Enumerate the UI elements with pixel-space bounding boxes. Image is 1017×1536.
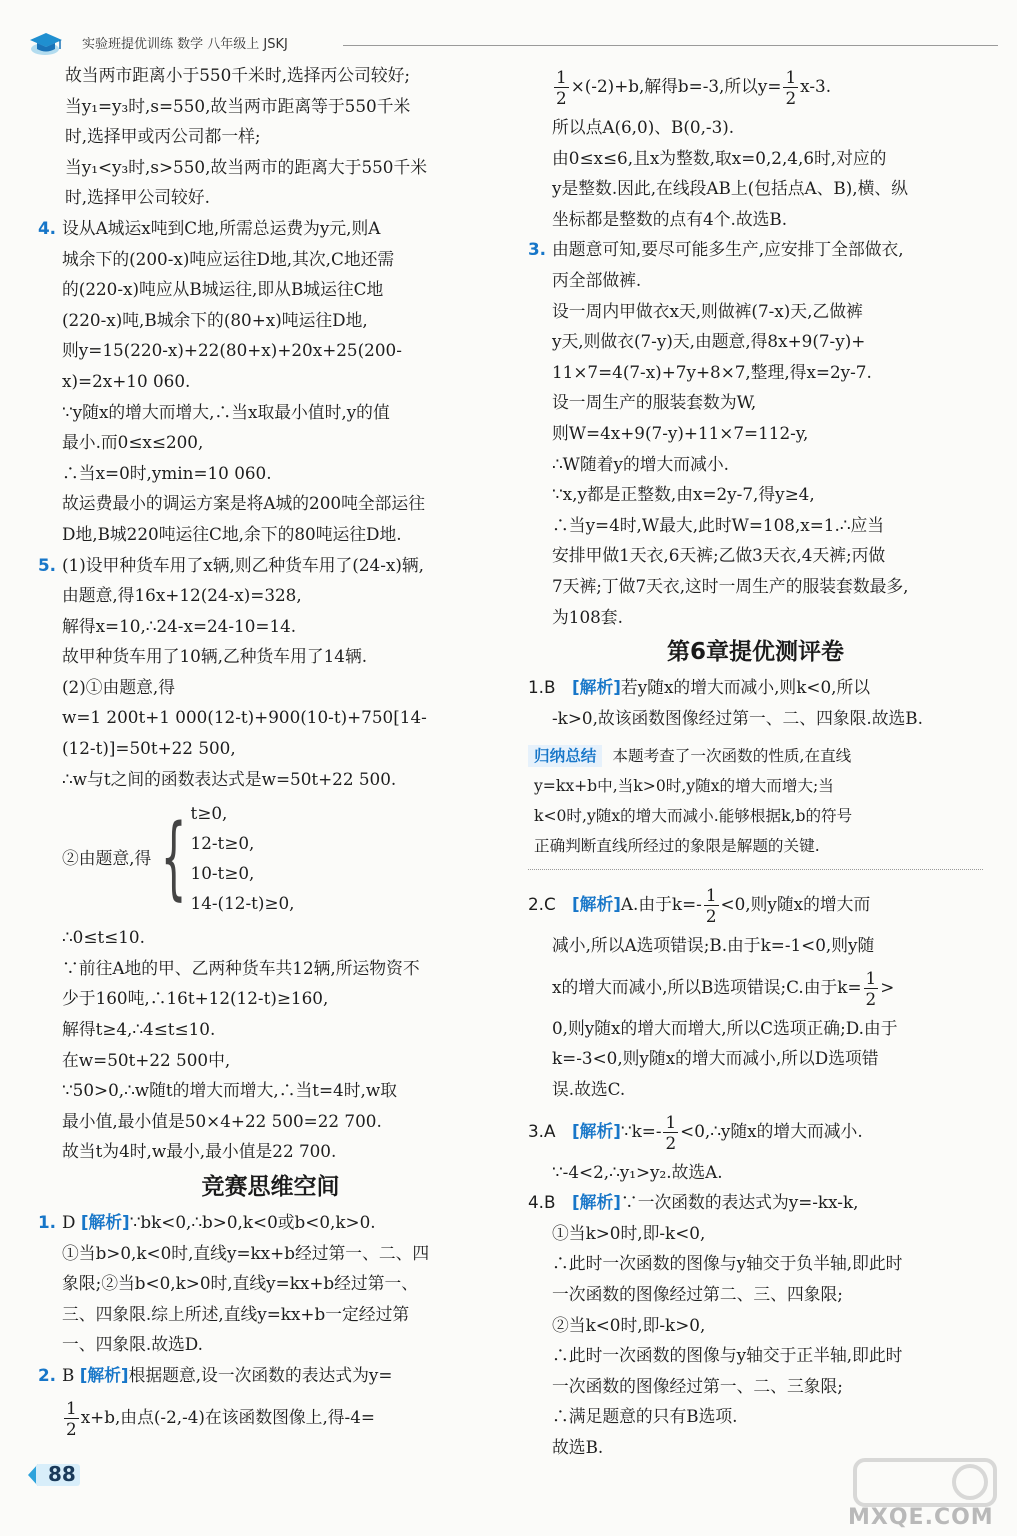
question-number: 5. bbox=[38, 554, 57, 575]
text-line: y是整数.因此,在线段AB上(包括点A、B),横、纵 bbox=[552, 178, 908, 199]
text-line: 故选B. bbox=[552, 1437, 604, 1457]
question-number: 1. bbox=[38, 1212, 57, 1232]
analysis-tag: [解析] bbox=[572, 1120, 621, 1141]
text-line: 11×7=4(7-x)+7y+8×7,整理,得x=2y-7. bbox=[552, 361, 872, 382]
text-line: ∴当y=4时,W最大,此时W=108,x=1.∴应当 bbox=[552, 514, 885, 535]
text-line: 少于160吨,∴16t+12(12-t)≥160, bbox=[62, 988, 329, 1009]
answer: D bbox=[62, 1212, 76, 1232]
graduation-cap-icon bbox=[28, 30, 70, 56]
summary-line: k<0时,y随x的增大而减小.能够根据k,b的符号 bbox=[534, 807, 853, 826]
test-question-3: 3.A [解析]∵k=- $\frac{1}{2}$ <0,∴y随x的增大而减小. bbox=[528, 1105, 983, 1157]
text-line: 故运费最小的调运方案是将A城的200吨全部运往 bbox=[62, 493, 425, 514]
text-line: 在w=50t+22 500中, bbox=[62, 1049, 231, 1070]
text-line: 故甲种货车用了10辆,乙种货车用了14辆. bbox=[62, 646, 368, 667]
text-line: (2)①由题意,得 bbox=[62, 676, 176, 697]
left-brace: { bbox=[160, 805, 187, 911]
text-line: k=-3<0,则y随x的增大而减小,所以D选项错 bbox=[552, 1048, 879, 1069]
summary-label: 归纳总结 bbox=[528, 745, 602, 767]
text-line: ∵50>0,∴w随t的增大而增大,∴当t=4时,w取 bbox=[62, 1080, 397, 1101]
test-question-1: 1.B [解析]若y随x的增大而减小,则k<0,所以 bbox=[528, 672, 983, 703]
text-line: 城余下的(200-x)吨应运往D地,其次,C地还需 bbox=[62, 248, 395, 269]
header-rule bbox=[343, 45, 998, 46]
fraction: $\frac{1}{2}$ bbox=[556, 67, 567, 108]
text-line: ∵x,y都是正整数,由x=2y-7,得y≥4, bbox=[552, 484, 815, 505]
section-title: 第6章提优测评卷 bbox=[666, 639, 844, 666]
text-line: ∵-4<2,∴y₁>y₂.故选A. bbox=[552, 1161, 723, 1182]
text-line: ∴此时一次函数的图像与y轴交于正半轴,即此时 bbox=[552, 1345, 903, 1366]
system-label: ②由题意,得 bbox=[62, 847, 152, 868]
text-line: ∴此时一次函数的图像与y轴交于负半轴,即此时 bbox=[552, 1253, 903, 1274]
text-line: y天,则做衣(7-y)天,由题意,得8x+9(7-y)+ bbox=[552, 331, 866, 352]
text-line: 解得t≥4,∴4≤t≤10. bbox=[62, 1019, 216, 1040]
text-line: ∴w与t之间的函数表达式是w=50t+22 500. bbox=[62, 768, 397, 789]
text-line: 7天裤;丁做7天衣,这时一周生产的服装套数最多, bbox=[552, 575, 909, 596]
system-line: 10-t≥0, bbox=[190, 863, 255, 884]
analysis-tag: [解析] bbox=[572, 1192, 621, 1213]
text-line: ∵前往A地的甲、乙两种货车共12辆,所运物资不 bbox=[62, 957, 420, 978]
text-line: 设一周内甲做衣x天,则做裤(7-x)天,乙做裤 bbox=[552, 300, 863, 321]
text-line: 0,则y随x的增大而增大,所以C选项正确;D.由于 bbox=[552, 1017, 898, 1038]
text-line: 坐标都是整数的点有4个.故选B. bbox=[552, 208, 788, 229]
text-line: ∴满足题意的只有B选项. bbox=[552, 1406, 738, 1427]
text-line: 为108套. bbox=[552, 606, 623, 627]
section-title: 竞赛思维空间 bbox=[201, 1174, 340, 1200]
fraction: $\frac{1}{2}$ bbox=[785, 67, 797, 108]
text-line: (12-t)]=50t+22 500, bbox=[62, 738, 236, 759]
text-line: 一次函数的图像经过第二、三、四象限; bbox=[552, 1284, 843, 1305]
fraction: $\frac{1}{2}$ bbox=[865, 967, 877, 1009]
question-number: 1.B bbox=[528, 677, 556, 698]
text-line: $\frac{1}{2}$ x+b,由点(-2,-4)在该函数图像上,得-4= bbox=[66, 1397, 375, 1439]
text-line: ①当b>0,k<0时,直线y=kx+b经过第一、二、四 bbox=[62, 1242, 430, 1263]
text-line: x的增大而减小,所以B选项错误;C.由于k= $\frac{1}{2}$ > bbox=[552, 967, 895, 1009]
text-line: -k>0,故该函数图像经过第一、二、四象限.故选B. bbox=[552, 707, 923, 728]
text-line: 设一周生产的服装套数为W, bbox=[552, 392, 757, 413]
test-question-4: 4.B [解析]∵一次函数的表达式为y=-kx-k, bbox=[528, 1187, 983, 1218]
text-line: 则y=15(220-x)+22(80+x)+20x+25(200- bbox=[62, 340, 402, 361]
system-line: 12-t≥0, bbox=[190, 833, 255, 854]
fraction: $\frac{1}{2}$ bbox=[665, 1111, 677, 1153]
text-line: ∴0≤t≤10. bbox=[62, 927, 145, 948]
text-line: 减小,所以A选项错误;B.由于k=-1<0,则y随 bbox=[552, 935, 875, 956]
text-line: 所以点A(6,0)、B(0,-3). bbox=[552, 117, 735, 137]
fraction: $\frac{1}{2}$ bbox=[705, 885, 717, 927]
question-number: 3.A bbox=[528, 1120, 556, 1141]
page-header bbox=[28, 28, 978, 58]
text-line: 则W=4x+9(7-y)+11×7=112-y, bbox=[552, 422, 809, 443]
text-line: 由0≤x≤6,且x为整数,取x=0,2,4,6时,对应的 bbox=[552, 147, 887, 168]
question-5: 5. (1)设甲种货车用了x辆,则乙种货车用了(24-x)辆, bbox=[38, 550, 503, 581]
text-line: 故当t为4时,w最小,最小值是22 700. bbox=[62, 1141, 337, 1162]
text-line: ∴W随着y的增大而减小. bbox=[552, 453, 729, 474]
competition-1: 1. D [解析]∵bk<0,∴b>0,k<0或b<0,k>0. bbox=[38, 1207, 503, 1238]
text-line: 由题意,得16x+12(24-x)=328, bbox=[62, 585, 302, 606]
question-4: 4. 设从A城运x吨到C地,所需总运费为y元,则A bbox=[38, 213, 503, 244]
system-lines bbox=[191, 798, 295, 918]
text-line: 最小.而0≤x≤200, bbox=[62, 432, 204, 453]
text-line: 时,选择甲或丙公司都一样; bbox=[65, 126, 261, 147]
analysis-tag: [解析] bbox=[79, 1364, 129, 1385]
answer: B bbox=[62, 1364, 75, 1385]
text-line: (220-x)吨,B城余下的(80+x)吨运往D地, bbox=[62, 309, 368, 330]
analysis-tag: [解析] bbox=[80, 1212, 130, 1232]
text-line: ∴当x=0时,ymin=10 060. bbox=[62, 462, 272, 483]
text-line: w=1 200t+1 000(12-t)+900(10-t)+750[14- bbox=[62, 707, 427, 728]
text-line: 三、四象限.综上所述,直线y=kx+b一定经过第 bbox=[62, 1303, 410, 1324]
inequality-system bbox=[38, 798, 503, 918]
text-line: $\frac{1}{2}$ ×(-2)+b,解得b=-3,所以y= $\frac{1}{2}$ x-3. bbox=[556, 67, 832, 108]
question-number: 4. bbox=[38, 217, 57, 238]
text-line: 象限;②当b<0,k>0时,直线y=kx+b经过第一、 bbox=[62, 1273, 419, 1294]
watermark-text: MXQE.COM bbox=[848, 1505, 994, 1530]
summary-box: 归纳总结 本题考查了一次函数的性质,在直线 y=kx+b中,当k>0时,y随x的增大而增大;当 k<0时,y随x的增大而减小.能够根据k,b的符号 正确判断直线所经过的象限是解题的关键. bbox=[528, 737, 983, 870]
competition-2: 2. B [解析]根据题意,设一次函数的表达式为y= bbox=[38, 1360, 503, 1391]
analysis-tag: [解析] bbox=[572, 677, 621, 698]
text-line: 当y₁=y₃时,s=550,故当两市距离等于550千米 bbox=[65, 95, 411, 116]
system-line: t≥0, bbox=[190, 803, 228, 824]
text-line: ①当k>0时,即-k<0, bbox=[552, 1222, 706, 1243]
text-line: 一次函数的图像经过第一、二、三象限; bbox=[552, 1375, 843, 1396]
right-column bbox=[528, 60, 983, 1463]
system-line: 14-(12-t)≥0, bbox=[190, 893, 295, 914]
summary-line: y=kx+b中,当k>0时,y随x的增大而增大;当 bbox=[534, 777, 834, 796]
text-line: 时,选择甲公司较好. bbox=[65, 187, 210, 208]
fraction: $\frac{1}{2}$ bbox=[66, 1397, 77, 1439]
question-number: 3. bbox=[528, 239, 547, 260]
question-number: 2. bbox=[38, 1364, 57, 1385]
question-3: 3. 由题意可知,要尽可能多生产,应安排丁全部做衣, bbox=[528, 234, 983, 265]
text-line: 当y₁<y₃时,s>550,故当两市的距离大于550千米 bbox=[65, 156, 428, 177]
test-question-2: 2.C [解析]A.由于k=- $\frac{1}{2}$ <0,则y随x的增大而 bbox=[528, 878, 983, 930]
text-line: 的(220-x)吨应从B城运往,即从B城运往C地 bbox=[62, 279, 384, 300]
analysis-tag: [解析] bbox=[572, 894, 621, 915]
text-line: ②当k<0时,即-k>0, bbox=[552, 1314, 706, 1335]
text-line: 安排甲做1天衣,6天裤;乙做3天衣,4天裤;丙做 bbox=[552, 545, 886, 566]
text-line: x)=2x+10 060. bbox=[62, 370, 191, 391]
text-line: 最小值,最小值是50×4+22 500=22 700. bbox=[62, 1110, 382, 1131]
left-column bbox=[38, 60, 503, 1443]
summary-line: 正确判断直线所经过的象限是解题的关键. bbox=[534, 837, 820, 856]
question-number: 4.B bbox=[528, 1192, 556, 1213]
text-line: 一、四象限.故选D. bbox=[62, 1334, 203, 1355]
text-line: 丙全部做裤. bbox=[552, 269, 642, 290]
question-number: 2.C bbox=[528, 894, 556, 915]
header-title: 实验班提优训练 数学 八年级上 JSKJ bbox=[82, 37, 288, 52]
text-line: 误.故选C. bbox=[552, 1079, 626, 1100]
text-line: 故当两市距离小于550千米时,选择丙公司较好; bbox=[65, 65, 411, 85]
page-number: 88 bbox=[48, 1462, 76, 1486]
text-line: D地,B城220吨运往C地,余下的80吨运往D地. bbox=[62, 523, 402, 544]
text-line: ∵y随x的增大而增大,∴当x取最小值时,y的值 bbox=[62, 401, 390, 422]
text-line: 解得x=10,∴24-x=24-10=14. bbox=[62, 615, 297, 636]
